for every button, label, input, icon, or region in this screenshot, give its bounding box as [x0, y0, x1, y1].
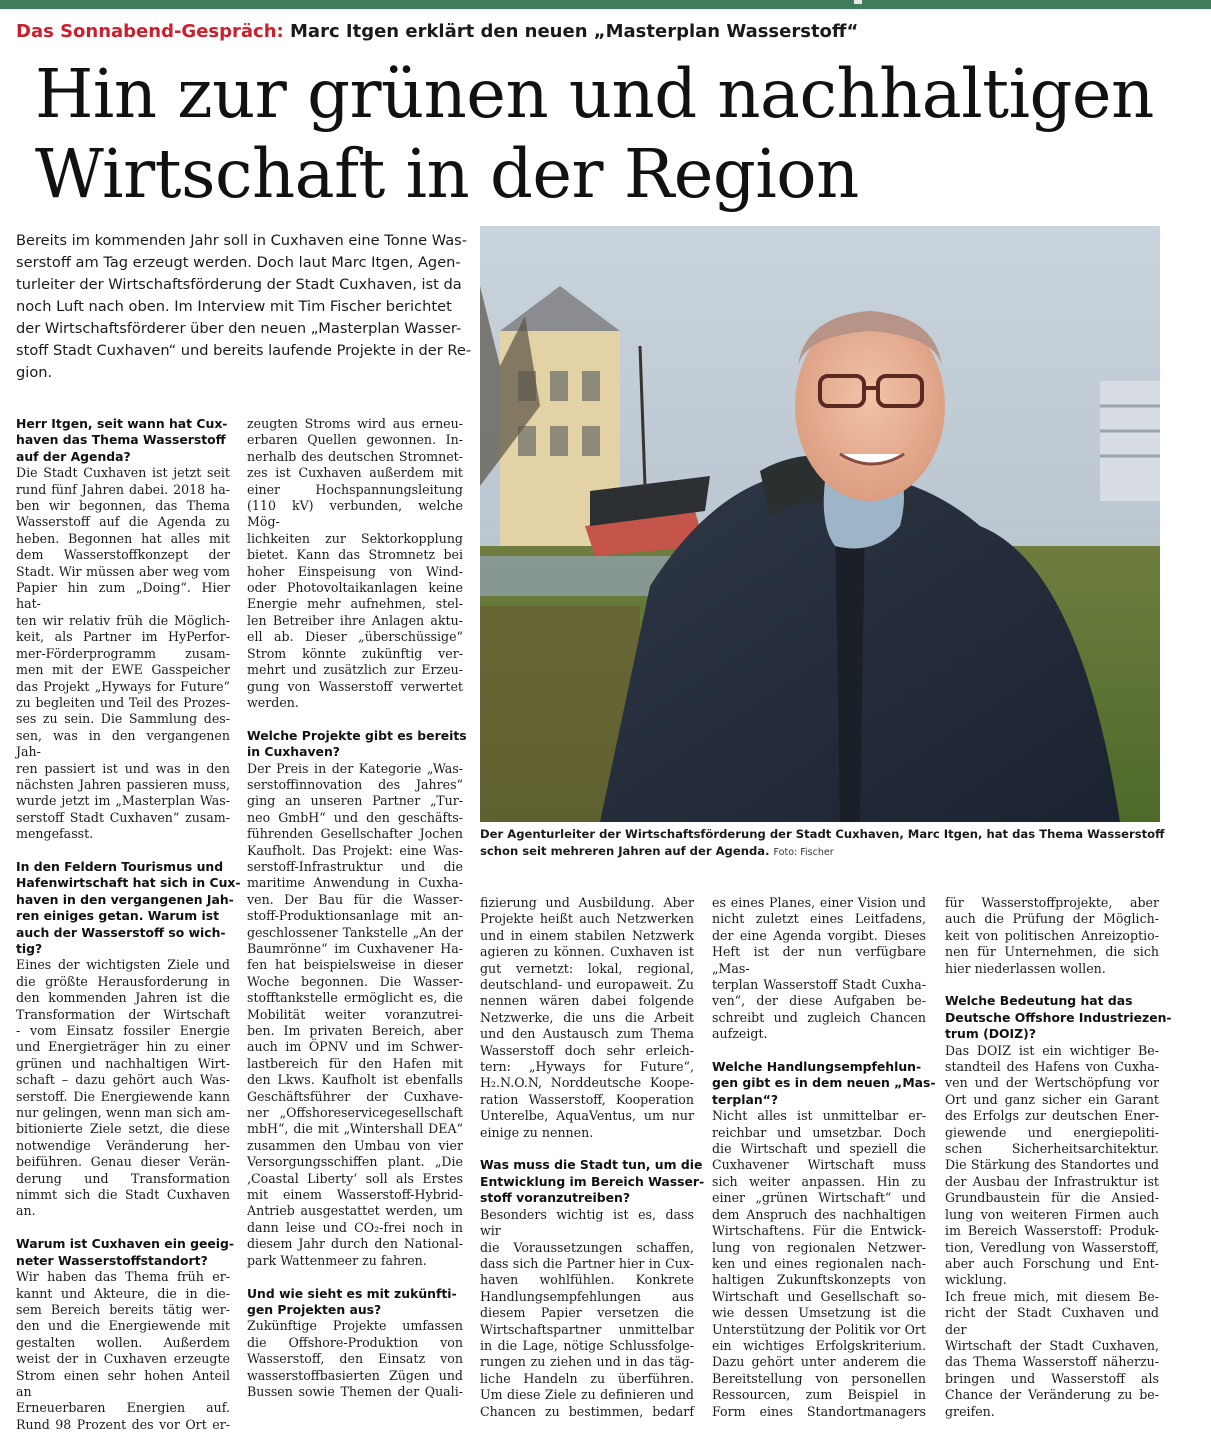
body-text-line: schaft – dazu gehört auch Was- — [16, 1072, 230, 1088]
body-text-line: in die Lage, nötige Schlussfolge- — [480, 1337, 694, 1353]
body-text-line: deutschland- und europaweit. Zu — [480, 977, 694, 993]
body-text-line: zes ist Cuxhaven außerdem mit — [247, 465, 463, 481]
interview-question-line: auch der Wasserstoff so wich- — [16, 924, 226, 940]
body-text-line: das Projekt „Hyways for Future“ — [16, 678, 230, 694]
caption-line: Der Agenturleiter der Wirtschaftsförderung der Stadt Cuxhaven, Marc Itgen, hat das Thema Wasserstoff — [480, 827, 1165, 841]
body-text-line: Form eines Standortmanagers — [712, 1403, 926, 1419]
body-text-line: hier niederlassen wollen. — [945, 960, 1106, 976]
body-text-line: Wirtschaftens. Für die Entwick- — [712, 1223, 926, 1239]
body-text-line: agieren zu können. Cuxhaven ist — [480, 944, 694, 960]
body-text-line: wicklung. — [945, 1272, 1007, 1288]
body-text-line: die Offshore-Produktion von — [247, 1334, 463, 1350]
kicker-topic: Marc Itgen erklärt den neuen „Masterplan Wasserstoff“ — [290, 21, 859, 42]
body-text-line: ging an unseren Partner „Tur- — [247, 793, 463, 809]
interview-question-line: gen Projekten aus? — [247, 1301, 382, 1317]
body-text-line: lung von regionalen Netzwer- — [712, 1239, 926, 1255]
body-text-line: wie dessen Umsetzung ist die — [712, 1305, 926, 1321]
body-text-line: gestalten wollen. Außerdem — [16, 1334, 230, 1350]
article-headline — [35, 54, 1185, 214]
body-text-line: bitionierte Ziele setzt, die diese — [16, 1121, 230, 1137]
body-text-line: die Voraussetzungen schaffen, — [480, 1239, 694, 1255]
body-text-line: erbaren Quellen gewonnen. In- — [247, 432, 463, 448]
body-text-line: zeugten Stroms wird aus erneu- — [247, 416, 463, 431]
interview-question-line: tig? — [16, 940, 43, 956]
body-text-line: ben wir begonnen, das Thema — [16, 498, 230, 514]
body-text-line: heben. Begonnen hat alles mit — [16, 530, 230, 546]
body-text-line: Stadt. Wir müssen aber weg vom — [16, 563, 230, 579]
paragraph-gap — [480, 1141, 694, 1157]
body-text-line: Wir haben das Thema früh er- — [16, 1269, 230, 1285]
body-text-line: gut vernetzt: lokal, regional, — [480, 960, 694, 976]
body-text-line: haven wohlfühlen. Konkrete — [480, 1272, 694, 1288]
body-text-line: nennen wären dabei folgende — [480, 993, 694, 1009]
body-text-line: ten wir relativ früh die Möglich- — [16, 612, 230, 628]
interview-question-line: auf der Agenda? — [16, 448, 131, 464]
interview-question-line: Welche Handlungsempfehlun- — [712, 1059, 922, 1075]
body-text-line: dass sich die Partner hier in Cux- — [480, 1255, 694, 1271]
body-text-line: stofftankstelle ermöglicht es, die — [247, 990, 463, 1006]
body-text-line: tion, Veredlung von Wasserstoff, — [945, 1239, 1159, 1255]
body-text-line: liche Handeln zu überführen. — [480, 1370, 694, 1386]
lead-line: gion. — [16, 364, 53, 381]
body-text-line: Rund 98 Prozent des vor Ort er- — [16, 1416, 230, 1432]
body-text-line: an. — [16, 1203, 36, 1219]
body-text-line: diesem Jahr durch den National- — [247, 1236, 463, 1252]
lead-line: turleiter der Wirtschaftsförderung der Stadt Cuxhaven, ist da — [16, 276, 462, 293]
body-text-line: Erneuerbaren Energien auf. — [16, 1400, 230, 1416]
body-text-line: es eines Planes, einer Vision und — [712, 895, 926, 910]
body-text-line: mengefasst. — [16, 826, 94, 842]
body-text-line: den Lkws. Kaufholt ist ebenfalls — [247, 1072, 463, 1088]
body-text-line: ration Wasserstoff, Kooperation — [480, 1091, 694, 1107]
body-text-line: H₂.N.O.N, Norddeutsche Koope- — [480, 1075, 694, 1091]
body-text-line: dann leise und CO₂-frei noch in — [247, 1219, 463, 1235]
lead-line: serstoff am Tag erzeugt werden. Doch laut Marc Itgen, Agen- — [16, 254, 461, 271]
body-text-line: diesem Papier versetzen die — [480, 1305, 694, 1321]
body-text-line: auch die Prüfung der Möglich- — [945, 911, 1159, 927]
body-text-line: weist der in Cuxhaven erzeugte — [16, 1351, 230, 1367]
interview-question-line: Warum ist Cuxhaven ein geeig- — [16, 1236, 235, 1252]
body-text-line: dem Anspruch des nachhaltigen — [712, 1206, 926, 1222]
body-text-line: - vom Einsatz fossiler Energie — [16, 1023, 230, 1039]
body-text-line: Grundbaustein für die Ansied- — [945, 1190, 1159, 1206]
photo-credit: Foto: Fischer — [773, 847, 834, 858]
body-text-line: bietet. Kann das Stromnetz bei — [247, 547, 463, 563]
body-text-line: dem Wasserstoffkonzept der — [16, 547, 230, 563]
body-text-line: Geschäftsführer der Cuxhave- — [247, 1088, 463, 1104]
body-text-line: serstoffinnovation des Jahres“ — [247, 776, 463, 792]
body-text-line: den kommenden Jahren ist die — [16, 990, 230, 1006]
caption-line-2 — [480, 843, 1160, 861]
body-text-line: richt der Stadt Cuxhaven und der — [945, 1305, 1159, 1337]
body-text-line: einer Hochspannungsleitung — [247, 481, 463, 497]
body-text-line: sich weiter anpassen. Hin zu — [712, 1173, 926, 1189]
body-text-line: serstoff. Die Energiewende kann — [16, 1088, 230, 1104]
body-text-line: Bereitstellung von personellen — [712, 1370, 926, 1386]
article-kicker — [16, 19, 858, 45]
body-text-line: stoff-Produktionsanlage mit an- — [247, 908, 463, 924]
body-text-line: sem Bereich bereits tätig wer- — [16, 1301, 230, 1317]
article-lead — [16, 230, 472, 384]
body-text-line: schen Sicherheitsarchitektur. — [945, 1141, 1159, 1157]
body-text-line: ven und der Wertschöpfung vor — [945, 1075, 1159, 1091]
body-text-line: nicht zuletzt eines Leitfadens, — [712, 911, 926, 927]
body-text-line: zu begleiten und Teil des Prozes- — [16, 694, 230, 710]
body-text-line: wasserstoffbasierten Zügen und — [247, 1367, 463, 1383]
body-text-line: tern: „Hyways for Future“, — [480, 1059, 694, 1075]
body-text-line: mer-Förderprogramm zusam- — [16, 645, 230, 661]
lead-line: stoff Stadt Cuxhaven“ und bereits laufende Projekte in der Re- — [16, 342, 472, 359]
body-text-line: maritime Anwendung in Cuxha- — [247, 875, 463, 891]
headline-line: Wirtschaft in der Region — [35, 135, 859, 213]
body-text-line: rund fünf Jahren dabei. 2018 ha- — [16, 481, 230, 497]
body-text-line: Energie mehr aufnehmen, stel- — [247, 596, 463, 612]
body-text-line: reichbar und umsetzbar. Doch — [712, 1124, 926, 1140]
body-text-line: Unterelbe, AquaVentus, um nur — [480, 1108, 694, 1124]
body-text-line: mehrt und zusätzlich zur Erzeu- — [247, 662, 463, 678]
body-text-line: des Erfolgs zur deutschen Ener- — [945, 1108, 1159, 1124]
body-text-line: mit einem Wasserstoff-Hybrid- — [247, 1187, 463, 1203]
body-text-line: rungen zu ziehen und in das täg- — [480, 1354, 694, 1370]
interview-question-line: terplan“? — [712, 1091, 779, 1107]
text-column-1 — [16, 416, 241, 1433]
body-text-line: Wasserstoff, den Einsatz von — [247, 1351, 463, 1367]
body-text-line: Baumrönne“ im Cuxhavener Ha- — [247, 940, 463, 956]
body-text-line: einige zu nennen. — [480, 1124, 594, 1140]
body-text-line: haltigen Zukunftskonzepts von — [712, 1272, 926, 1288]
body-text-line: Dazu gehört unter anderem die — [712, 1354, 926, 1370]
body-text-line: Wirtschaft und Gesellschaft so- — [712, 1288, 926, 1304]
paragraph-gap — [247, 711, 463, 727]
body-text-line: Wasserstoff doch sehr erleich- — [480, 1042, 694, 1058]
body-text-line: sen, was in den vergangenen Jah- — [16, 727, 230, 760]
text-column-2 — [247, 416, 467, 1400]
interview-question-line: Welche Projekte gibt es bereits — [247, 727, 467, 743]
body-text-line: Der Preis in der Kategorie „Was- — [247, 760, 463, 776]
body-text-line: notwendige Veränderung her- — [16, 1137, 230, 1153]
body-text-line: Kaufholt. Das Projekt: eine Was- — [247, 842, 463, 858]
body-text-line: Papier hin zum „Doing“. Hier hat- — [16, 580, 230, 612]
body-text-line: aufzeigt. — [712, 1026, 768, 1042]
body-text-line: greifen. — [945, 1403, 995, 1419]
interview-question-line: trum (DOIZ)? — [945, 1026, 1037, 1042]
body-text-line: aber auch Forschung und Ent- — [945, 1255, 1159, 1271]
body-text-line: wurde jetzt im „Masterplan Was- — [16, 793, 230, 809]
body-text-line: serstoff Stadt Cuxhaven“ zusam- — [16, 809, 230, 825]
body-text-line: park Wattenmeer zu fahren. — [247, 1252, 427, 1268]
body-text-line: gung von Wasserstoff verwertet — [247, 678, 463, 694]
body-text-line: lung von weiteren Firmen auch — [945, 1206, 1159, 1222]
body-text-line: Chancen zu bestimmen, bedarf — [480, 1403, 694, 1419]
body-text-line: neo GmbH“ und den geschäfts- — [247, 809, 463, 825]
body-text-line: und den Austausch zum Thema — [480, 1026, 694, 1042]
body-text-line: der eine Agenda vorgibt. Dieses — [712, 927, 926, 943]
body-text-line: bringen und Wasserstoff als — [945, 1370, 1159, 1386]
paragraph-gap — [16, 843, 230, 859]
interview-question-line: stoff voranzutreiben? — [480, 1190, 631, 1206]
body-text-line: geschlossener Tankstelle „An der — [247, 924, 463, 940]
body-text-line: lastbereich für den Hafen mit — [247, 1055, 463, 1071]
body-text-line: Die Stärkung des Standortes und — [945, 1157, 1159, 1173]
body-text-line: Strom könnte zukünftig ver- — [247, 645, 463, 661]
body-text-line: nimmt sich die Stadt Cuxhaven — [16, 1187, 230, 1203]
body-text-line: (110 kV) verbunden, welche Mög- — [247, 498, 463, 530]
interview-question-line: Was muss die Stadt tun, um die — [480, 1157, 703, 1173]
text-column-4 — [712, 895, 936, 1420]
body-text-line: Um diese Ziele zu definieren und — [480, 1387, 694, 1403]
body-text-line: ell ab. Dieser „überschüssige“ — [247, 629, 463, 645]
body-text-line: einer „grünen Wirtschaft“ und — [712, 1190, 926, 1206]
body-text-line: nen für Unternehmen, die sich — [945, 944, 1159, 960]
body-text-line: und in einem stabilen Netzwerk — [480, 927, 694, 943]
body-text-line: nur gelingen, wenn man sich am- — [16, 1105, 230, 1121]
top-color-bar — [0, 0, 1211, 9]
body-text-line: Wasserstoff auf die Agenda zu — [16, 514, 230, 530]
body-text-line: Chance der Veränderung zu be- — [945, 1387, 1159, 1403]
photo-caption — [480, 826, 1165, 861]
interview-question-line: Deutsche Offshore Industriezen- — [945, 1009, 1172, 1025]
portrait-photo-illustration — [480, 226, 1160, 822]
body-text-line: Antrieb ausgestattet werden, um — [247, 1203, 463, 1219]
lead-line: noch Luft nach oben. Im Interview mit Tim Fischer berichtet — [16, 298, 452, 315]
body-text-line: beiführen. Genau dieser Verän- — [16, 1154, 230, 1170]
paragraph-gap — [712, 1043, 926, 1059]
portrait-photo — [480, 226, 1160, 822]
body-text-line: derung und Transformation — [16, 1170, 230, 1186]
body-text-line: Unterstützung der Politik vor Ort — [712, 1321, 926, 1337]
interview-question-line: Entwicklung im Bereich Wasser- — [480, 1173, 705, 1189]
body-text-line: fen hat beispielsweise in dieser — [247, 957, 463, 973]
body-text-line: Bussen sowie Themen der Quali- — [247, 1383, 463, 1399]
body-text-line: fizierung und Ausbildung. Aber — [480, 895, 694, 910]
body-text-line: Eines der wichtigsten Ziele und — [16, 957, 230, 973]
body-text-line: hoher Einspeisung von Wind- — [247, 563, 463, 579]
caption-line-text: schon seit mehreren Jahren auf der Agenda. — [480, 844, 770, 858]
kicker-rubric: Das Sonnabend-Gespräch: — [16, 21, 284, 42]
body-text-line: zusammen den Umbau von vier — [247, 1137, 463, 1153]
body-text-line: Mobilität weiter voranzutrei- — [247, 1006, 463, 1022]
body-text-line: die Wirtschaft und speziell die — [712, 1141, 926, 1157]
interview-question-line: haven in den vergangenen Jah- — [16, 891, 234, 907]
body-text-line: ben. Im privaten Bereich, aber — [247, 1023, 463, 1039]
body-text-line: nächsten Jahren passieren muss, — [16, 776, 230, 792]
body-text-line: werden. — [247, 694, 299, 710]
body-text-line: len Betreiber ihre Anlagen aktu- — [247, 612, 463, 628]
body-text-line: Wirtschaft der Stadt Cuxhaven, — [945, 1337, 1159, 1353]
body-text-line: ren passiert ist und was in den — [16, 760, 230, 776]
body-text-line: terplan Wasserstoff Stadt Cuxha- — [712, 977, 926, 993]
body-text-line: Transformation der Wirtschaft — [16, 1006, 230, 1022]
interview-question-line: ren einiges getan. Warum ist — [16, 908, 220, 924]
body-text-line: lichkeiten zur Sektorkopplung — [247, 530, 463, 546]
body-text-line: das Thema Wasserstoff näherzu- — [945, 1354, 1159, 1370]
headline-line: Hin zur grünen und nachhaltigen — [35, 55, 1154, 133]
body-text-line: Ich freue mich, mit diesem Be- — [945, 1288, 1159, 1304]
text-column-5 — [945, 895, 1172, 1420]
body-text-line: die größte Herausforderung in — [16, 973, 230, 989]
body-text-line: mbH“, die mit „Wintershall DEA“ — [247, 1121, 463, 1137]
body-text-line: ner „Offshoreservicegesellschaft — [247, 1105, 463, 1121]
body-text-line: Netzwerke, die uns die Arbeit — [480, 1009, 694, 1025]
body-text-line: den und die Energiewende mit — [16, 1318, 230, 1334]
body-text-line: ken und eines regionalen nach- — [712, 1255, 926, 1271]
body-text-line: im Bereich Wasserstoff: Produk- — [945, 1223, 1159, 1239]
interview-question-line: neter Wasserstoffstandort? — [16, 1252, 208, 1268]
interview-question-line: Hafenwirtschaft hat sich in Cux- — [16, 875, 241, 891]
body-text-line: Zukünftige Projekte umfassen — [247, 1318, 463, 1334]
body-text-line: Cuxhavener Wirtschaft muss — [712, 1157, 926, 1173]
body-text-line: ‚Coastal Liberty‘ soll als Erstes — [247, 1170, 463, 1186]
body-text-line: nerhalb des deutschen Stromnet- — [247, 448, 463, 464]
body-text-line: grünen und nachhaltigen Wirt- — [16, 1055, 230, 1071]
body-text-line: Strom einen sehr hohen Anteil an — [16, 1367, 230, 1399]
body-text-line: Heft ist der nun verfügbare „Mas- — [712, 944, 926, 976]
body-text-line: ven“, der diese Aufgaben be- — [712, 993, 926, 1009]
interview-question-line: gen gibt es in dem neuen „Mas- — [712, 1075, 936, 1091]
body-text-line: ses zu sein. Die Sammlung des- — [16, 711, 230, 727]
body-text-line: men mit der EWE Gasspeicher — [16, 662, 230, 678]
body-text-line: Besonders wichtig ist es, dass wir — [480, 1206, 694, 1239]
body-text-line: Ort und ganz sicher ein Garant — [945, 1091, 1159, 1107]
body-text-line: Woche begonnen. Die Wasser- — [247, 973, 463, 989]
body-text-line: ven. Der Bau für die Wasser- — [247, 891, 463, 907]
interview-question-line: Welche Bedeutung hat das — [945, 993, 1133, 1009]
body-text-line: Wirtschaftspartner unmittelbar — [480, 1321, 694, 1337]
paragraph-gap — [16, 1220, 230, 1236]
interview-question-line: Herr Itgen, seit wann hat Cux- — [16, 416, 228, 431]
body-text-line: auch im ÖPNV und im Schwer- — [247, 1039, 463, 1055]
paragraph-gap — [945, 977, 1159, 993]
body-text-line: Ressourcen, zum Beispiel in — [712, 1387, 926, 1403]
body-text-line: oder Photovoltaikanlagen keine — [247, 580, 463, 596]
top-bar-notch — [854, 0, 862, 4]
body-text-line: serstoff-Infrastruktur und die — [247, 858, 463, 874]
body-text-line: und Energieträger hin zu einer — [16, 1039, 230, 1055]
interview-question-line: In den Feldern Tourismus und — [16, 858, 224, 874]
paragraph-gap — [247, 1269, 463, 1285]
text-column-3 — [480, 895, 705, 1420]
body-text-line: der Ausbau der Infrastruktur ist — [945, 1173, 1159, 1189]
body-text-line: standteil des Hafens von Cuxha- — [945, 1059, 1159, 1075]
body-text-line: keit von politischen Anreizoptio- — [945, 927, 1159, 943]
body-text-line: Handlungsempfehlungen aus — [480, 1288, 694, 1304]
body-text-line: Die Stadt Cuxhaven ist jetzt seit — [16, 465, 230, 481]
interview-question-line: in Cuxhaven? — [247, 744, 340, 760]
body-text-line: Projekte heißt auch Netzwerken — [480, 911, 694, 927]
body-text-line: für Wasserstoffprojekte, aber — [945, 895, 1159, 910]
body-text-line: ein wichtiges Erfolgskriterium. — [712, 1337, 926, 1353]
body-text-line: Versorgungsschiffen plant. „Die — [247, 1154, 463, 1170]
body-text-line: schreibt und zugleich Chancen — [712, 1009, 926, 1025]
body-text-line: Das DOIZ ist ein wichtiger Be- — [945, 1042, 1159, 1058]
interview-question-line: Und wie sieht es mit zukünfti- — [247, 1285, 457, 1301]
body-text-line: giewende und energiepoliti- — [945, 1124, 1159, 1140]
body-text-line: führenden Gesellschafter Jochen — [247, 826, 463, 842]
body-text-line: Nicht alles ist unmittelbar er- — [712, 1108, 926, 1124]
lead-line: Bereits im kommenden Jahr soll in Cuxhaven eine Tonne Was- — [16, 232, 468, 249]
lead-line: der Wirtschaftsförderer über den neuen „Masterplan Wasser- — [16, 320, 462, 337]
body-text-line: keit, als Partner im HyPerfor- — [16, 629, 230, 645]
body-text-line: kannt und Akteure, die in die- — [16, 1285, 230, 1301]
interview-question-line: haven das Thema Wasserstoff — [16, 432, 226, 448]
